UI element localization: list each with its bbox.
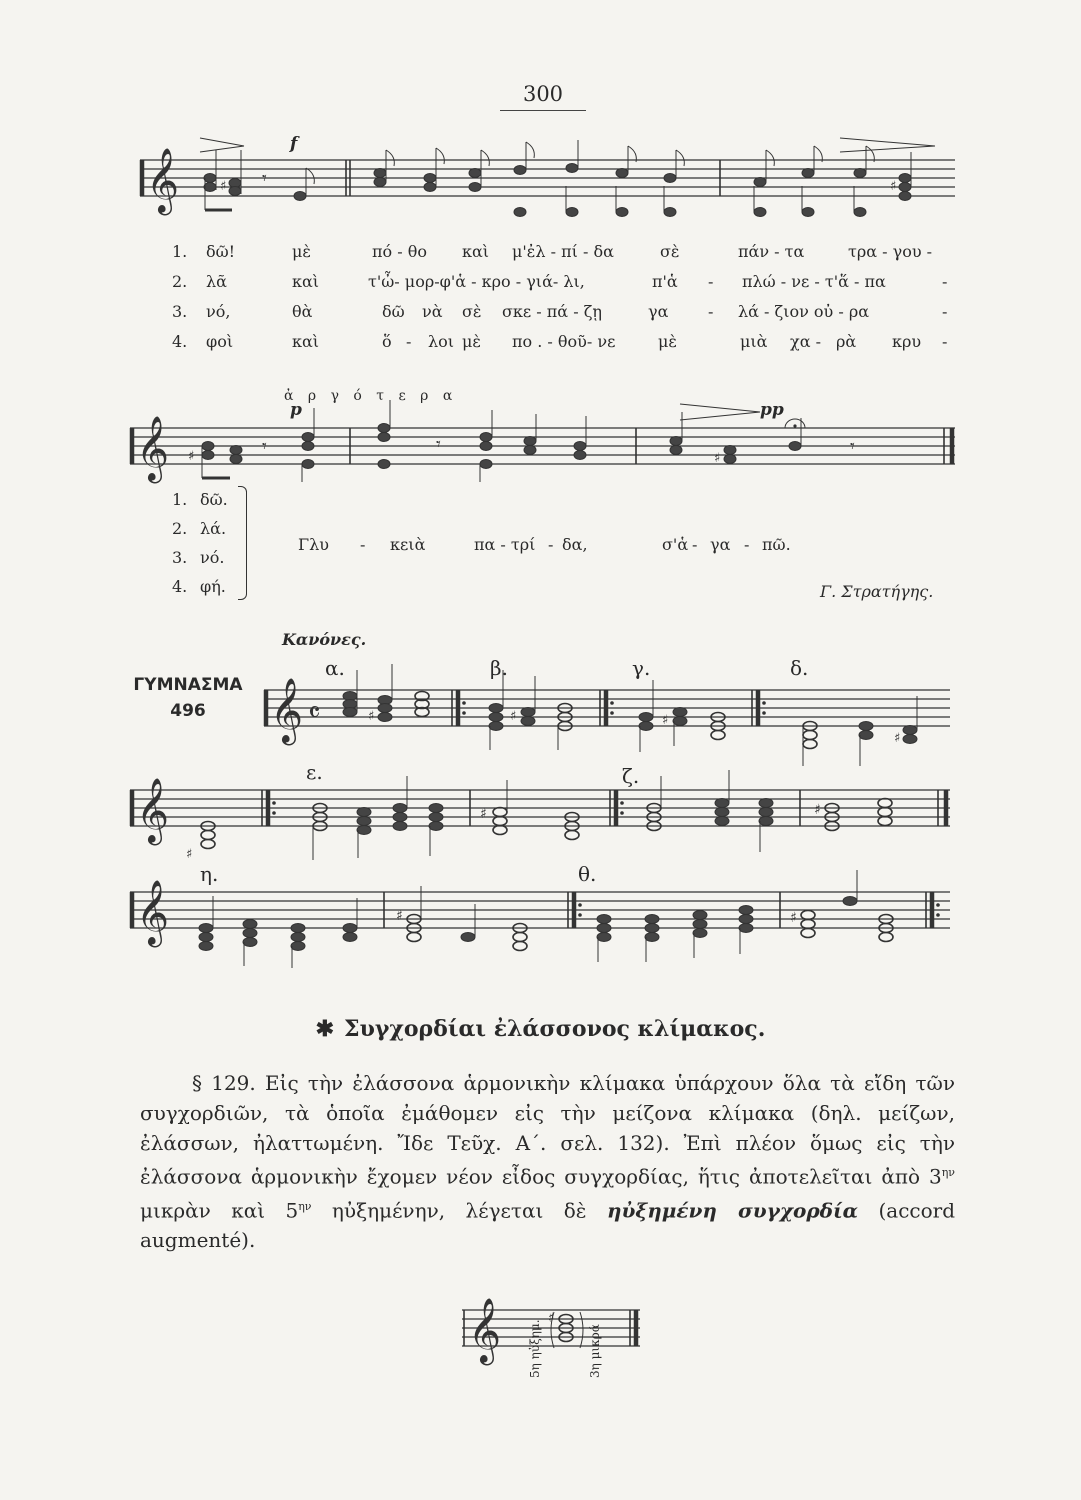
canon-label-epsilon: ε.	[306, 760, 323, 784]
svg-text:𝄞: 𝄞	[136, 880, 170, 945]
exercise-label-word: ΓΥΜΝΑΣΜΑ	[133, 675, 243, 695]
exercise-number: 496	[170, 701, 206, 721]
verse-3: 3. νό, θὰ δῶ νὰ σὲ σκε - πά - ζῃ γα - λά - ζιον οὐ - ρα -	[172, 302, 948, 321]
svg-text:𝄾: 𝄾	[262, 168, 267, 189]
svg-text:♯: ♯	[894, 731, 901, 746]
star-icon: ✱	[315, 1016, 335, 1042]
augmented-chord-term: ηὐξημένη συγχορδία	[606, 1198, 859, 1223]
exercise-label	[132, 672, 244, 724]
chords-canons-1	[343, 664, 917, 766]
page-number: 300	[500, 82, 586, 111]
svg-text:♯: ♯	[714, 451, 721, 466]
canon-label-beta: β.	[490, 656, 508, 680]
canons-title: Κανόνες.	[282, 630, 367, 649]
svg-text:♯: ♯	[510, 709, 517, 724]
composer: Γ. Στρατήγης.	[820, 582, 934, 601]
svg-text:♯: ♯	[480, 806, 487, 822]
augmented-chord	[548, 1311, 583, 1348]
verse-bracket	[238, 486, 247, 600]
svg-text:𝄞: 𝄞	[468, 1298, 502, 1363]
canon-label-zeta: ζ.	[622, 764, 640, 788]
dynamic-piano: p	[290, 400, 302, 420]
verse-1: 1. δῶ! μὲ πό - θο καὶ μ'ἐλ - πί - δα σὲ πάν - τα τρα - γου -	[172, 242, 933, 261]
ending-2: 2. λά.	[172, 519, 227, 538]
svg-text:𝄴: 𝄴	[308, 696, 321, 729]
svg-text:♯: ♯	[368, 709, 375, 724]
section-paragraph: § 129. Εἰς τὴν ἐλάσσονα ἁρμονικὴν κλίμακα ὑπάρχουν ὅλα τὰ εἴδη τῶν συγχορδιῶν, τὰ ὁποῖα ἐμάθομεν εἰς τὴν μείζονα κλίμακα (δηλ. μείζων, ἐλάσσων, ἠλαττωμένη. Ἴδε Τεῦχ. Α΄. σελ. 132). Ἐπὶ πλέον ὅμως εἰς τὴν ἐλάσσονα ἁρμονικὴν ἔχομεν νέον εἶδος συγχορδίας, ἥτις ἀποτελεῖται ἀπὸ $3^{\eta\nu}$ μικρὰν καὶ $5^{\eta\nu}$ ηὐξημένην, λέγεται δὲ ηὐξημένη συγχορδία (accord augmenté).	[140, 1071, 955, 1253]
svg-text:♯: ♯	[188, 449, 195, 464]
dynamic-forte: f	[290, 134, 298, 154]
canon-label-delta: δ.	[790, 656, 809, 680]
verse-4: 4. φοὶ καὶ ὅ - λοι μὲ πο . - θοῦ- νε μὲ μιὰ χα - ρὰ κρυ -	[172, 332, 948, 351]
svg-text:𝄾: 𝄾	[436, 434, 441, 455]
ending-4: 4. φή.	[172, 577, 226, 596]
svg-text:♯: ♯	[186, 847, 193, 862]
chords-canons-2	[186, 770, 946, 862]
svg-text:𝄞: 𝄞	[136, 778, 170, 843]
section-heading: ✱ Συγχορδίαι ἐλάσσονος κλίμακος.	[315, 1016, 766, 1042]
svg-text:𝄾: 𝄾	[262, 436, 267, 457]
canon-label-theta: θ.	[578, 862, 597, 886]
ending-3: 3. νό.	[172, 548, 225, 567]
label-minor-third: 3η μικρά	[588, 1324, 602, 1378]
svg-text:♯: ♯	[220, 179, 227, 194]
svg-text:♯: ♯	[396, 908, 403, 924]
label-augmented-fifth: 5η ηὐξημ.	[528, 1319, 542, 1378]
svg-text:𝄾: 𝄾	[850, 436, 855, 457]
svg-text:♯: ♯	[890, 179, 897, 194]
verse-2: 2. λᾶ καὶ τ'ὦ- μορ-φ'ἁ - κρο - γιά- λι, π'ἁ - πλώ - νε - τ'ἅ - πα -	[172, 272, 948, 291]
svg-text:♯: ♯	[814, 802, 821, 818]
svg-text:𝄞: 𝄞	[136, 416, 170, 481]
treble-clef: 𝄞	[146, 148, 180, 213]
dynamic-pianissimo: pp	[760, 400, 784, 420]
staff-system2	[130, 428, 955, 464]
svg-text:♯: ♯	[662, 713, 669, 728]
canon-label-eta: η.	[200, 862, 219, 886]
canon-label-alpha: α.	[325, 656, 345, 680]
svg-text:♯: ♯	[790, 910, 797, 926]
ending-1: 1. δῶ.	[172, 490, 228, 509]
tempo-mark: ἀ ρ γ ό τ ε ρ α	[284, 388, 458, 404]
canon-label-gamma: γ.	[632, 656, 651, 680]
svg-text:♯: ♯	[548, 1311, 555, 1326]
svg-text:𝄞: 𝄞	[270, 678, 304, 743]
